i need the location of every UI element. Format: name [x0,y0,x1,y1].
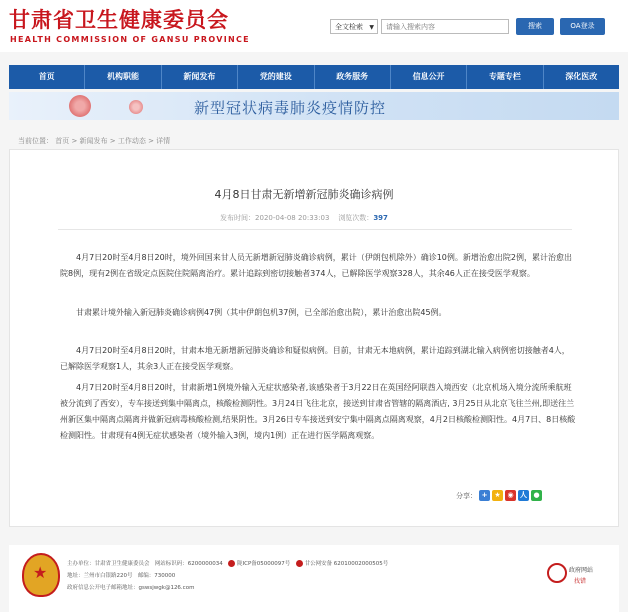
footer-line-2 [67,571,175,579]
footer-host: 主办单位：甘肃省卫生健康委员会 [67,561,150,567]
icp-icon [228,560,235,567]
search-scope-label: 全文检索 [335,23,363,31]
gov-site-error-badge[interactable] [547,561,607,591]
chevron-down-icon: ▼ [369,24,374,31]
footer-site-id-label: 网站标识码： [154,561,188,567]
article-paragraph: 4月7日20时至4月8日20时，甘肃新增1例境外输入无症状感染者,该感染者于3月22日在英国经阿联酋入境西安（北京机场入境分流所乘航班被分流到了西安），专车接送到集中隔离点，核酸检测阴性。3月24日飞往北京，接送到甘肃省管辖的隔离酒店, 3月25日从北京飞往兰州,即送往兰州新区集中隔离点隔离并做新冠病毒核酸检测,结果阴性。3月26日专车接送到安宁集中隔离点隔离观察，4月2日核酸检测阳性。4月7日、8日核酸检测阳性。甘肃现有4例无症状感染者（境外输入3例，境内1例）正在进行医学隔离观察。 [60,383,576,440]
weibo-icon[interactable]: ◉ [505,490,516,501]
site-title[interactable]: 甘肃省卫生健康委员会 [9,8,229,32]
police-icon [296,560,303,567]
footer-email[interactable]: gswsjwgk@126.com [138,585,195,591]
footer-site-id: 6200000034 [187,561,223,567]
footer-zip: 730000 [154,573,176,579]
nav-item-news[interactable]: 新闻发布 [162,65,238,89]
nav-item-topics[interactable]: 专题专栏 [467,65,543,89]
share-more-icon[interactable]: + [479,490,490,501]
renren-icon[interactable]: 人 [520,491,527,499]
covid-banner[interactable] [9,92,619,120]
wechat-icon[interactable]: ● [531,490,542,501]
breadcrumb[interactable]: 当前位置： 首页 > 新闻发布 > 工作动态 > 详情 [18,137,171,145]
share-label: 分享： [456,491,477,500]
search-button[interactable]: 搜索 [516,18,554,35]
nav-item-functions[interactable]: 机构职能 [85,65,161,89]
publish-label: 发布时间： [220,214,256,222]
banner-text: 新型冠状病毒肺炎疫情防控 [194,99,387,117]
article-title: 4月8日甘肃无新增新冠肺炎确诊病例 [214,188,394,201]
nav-item-disclosure[interactable]: 信息公开 [391,65,467,89]
article-paragraph: 甘肃累计境外输入新冠肺炎确诊病例47例（其中伊朗包机37例，已全部治愈出院），累计治愈出院45例。 [76,308,447,317]
article-panel [9,149,619,527]
nav-item-party[interactable]: 党的建设 [238,65,314,89]
article-meta [0,213,608,223]
search-scope-select[interactable] [330,19,378,34]
main-nav [9,65,619,89]
footer-police[interactable]: 甘公网安备 62010002000505号 [304,561,389,567]
title-divider [58,229,572,230]
nav-item-home[interactable]: 首页 [9,65,85,89]
footer-line-1 [67,559,388,567]
qzone-icon[interactable]: ★ [492,490,503,501]
article-paragraph: 4月7日20时至4月8日20时，境外回国来甘人员无新增新冠肺炎确诊病例，累计（伊朗包机除外）确诊10例。新增治愈出院2例，累计治愈出院8例，现有2例在省级定点医院住院隔离治疗。累计追踪到密切接触者374人，已解除医学观察328人，其余46人正在接受医学观察。 [60,253,572,278]
site-header [0,0,628,52]
views-label: 浏览次数： [338,214,374,222]
footer-zip-label: 邮编： [137,573,155,579]
share-bar [456,490,542,501]
footer-address: 地址：兰州市白银路220号 [67,573,133,579]
site-subtitle: HEALTH COMMISSION OF GANSU PROVINCE [10,35,250,44]
nav-item-reform[interactable]: 深化医改 [565,72,598,81]
footer-line-3 [67,583,194,591]
footer-email-label: 政府信息公开电子邮箱地址： [67,585,139,591]
views-count: 397 [373,214,388,222]
publish-time: 2020-04-08 20:33:03 [255,214,330,222]
site-footer [9,545,619,612]
star-icon: ★ [33,563,48,582]
virus-icon [69,95,91,117]
badge-line-1: 政府网站 [569,567,594,574]
nav-item-services[interactable]: 政务服务 [315,65,391,89]
search-input[interactable] [381,19,509,34]
footer-icp[interactable]: 陇ICP备05000097号 [237,561,291,567]
seal-icon [547,563,567,583]
oa-login-button[interactable]: OA登录 [560,18,605,35]
party-emblem-icon [22,553,60,597]
article-paragraph: 4月7日20时至4月8日20时，甘肃本地无新增新冠肺炎确诊和疑似病例。目前，甘肃无本地病例，累计追踪到湖北输入病例密切接触者4人，已解除医学观察1人，其余3人正在接受医学观察。 [60,346,570,371]
virus-icon-small [129,100,143,114]
badge-line-2: 找错 [574,578,587,585]
